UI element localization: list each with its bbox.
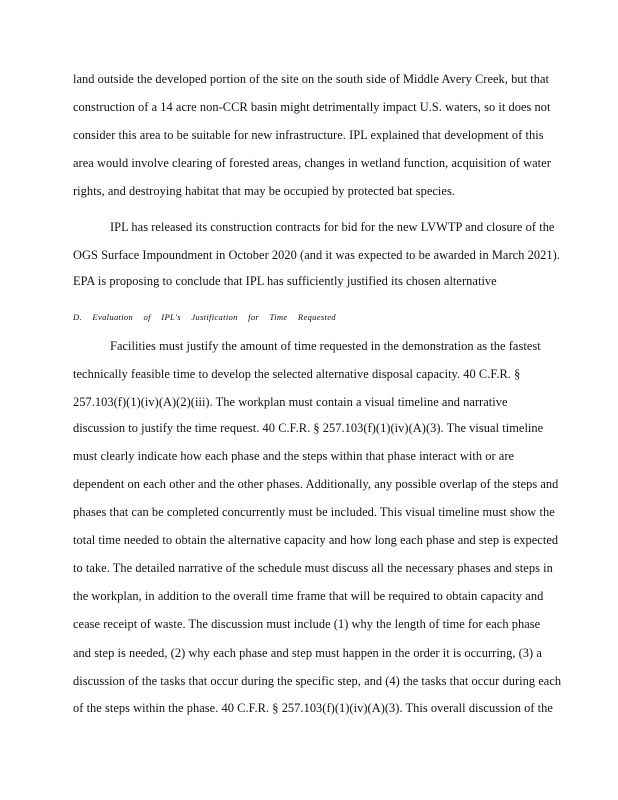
paragraph-3-line-13: discussion of the tasks that occur during the specific step, and (4) the tasks that occur during each [73, 674, 562, 688]
paragraph-3-line-6: dependent on each other and the other phases. Additionally, any possible overlap of the steps and [73, 477, 559, 491]
paragraph-3-line-9: to take. The detailed narrative of the schedule must discuss all the necessary phases and steps in [73, 561, 553, 575]
paragraph-2-line-1: IPL has released its construction contracts for bid for the new LVWTP and closure of the [110, 220, 555, 234]
paragraph-3-line-2: technically feasible time to develop the selected alternative disposal capacity. 40 C.F.R. § [73, 367, 521, 381]
paragraph-3-line-14: of the steps within the phase. 40 C.F.R. § 257.103(f)(1)(iv)(A)(3). This overall discussion of the [73, 701, 553, 715]
paragraph-3-line-10: the workplan, in addition to the overall time frame that will be required to obtain capacity and [73, 589, 544, 603]
paragraph-2-line-3: EPA is proposing to conclude that IPL has sufficiently justified its chosen alternative [73, 274, 497, 288]
paragraph-1-line-3: consider this area to be suitable for new infrastructure. IPL explained that development of this [73, 128, 544, 142]
paragraph-3-line-4: discussion to justify the time request. 40 C.F.R. § 257.103(f)(1)(iv)(A)(3). The visual timeline [73, 421, 544, 435]
paragraph-3-line-7: phases that can be completed concurrently must be included. This visual timeline must show the [73, 505, 555, 519]
paragraph-1-line-5: rights, and destroying habitat that may be occupied by protected bat species. [73, 184, 455, 198]
paragraph-3-line-1: Facilities must justify the amount of time requested in the demonstration as the fastest [110, 339, 541, 353]
paragraph-3-line-5: must clearly indicate how each phase and the steps within that phase interact with or are [73, 449, 515, 463]
paragraph-3-line-11: cease receipt of waste. The discussion must include (1) why the length of time for each phase [73, 617, 541, 631]
paragraph-1-line-4: area would involve clearing of forested areas, changes in wetland function, acquisition of water [73, 156, 551, 170]
paragraph-3-line-3: 257.103(f)(1)(iv)(A)(2)(iii). The workplan must contain a visual timeline and narrative [73, 395, 508, 409]
paragraph-2-line-2: OGS Surface Impoundment in October 2020 (and it was expected to be awarded in March 2021). [73, 248, 560, 262]
paragraph-1-line-2: construction of a 14 acre non-CCR basin might detrimentally impact U.S. waters, so it does not [73, 100, 551, 114]
paragraph-3-line-8: total time needed to obtain the alternative capacity and how long each phase and step is expected [73, 533, 559, 547]
section-heading: D. Evaluation of IPL's Justification for Time Requested [73, 312, 336, 322]
paragraph-1-line-1: land outside the developed portion of the site on the south side of Middle Avery Creek, but that [73, 72, 550, 86]
paragraph-3-line-12: and step is needed, (2) why each phase and step must happen in the order it is occurring, (3) a [73, 646, 542, 660]
